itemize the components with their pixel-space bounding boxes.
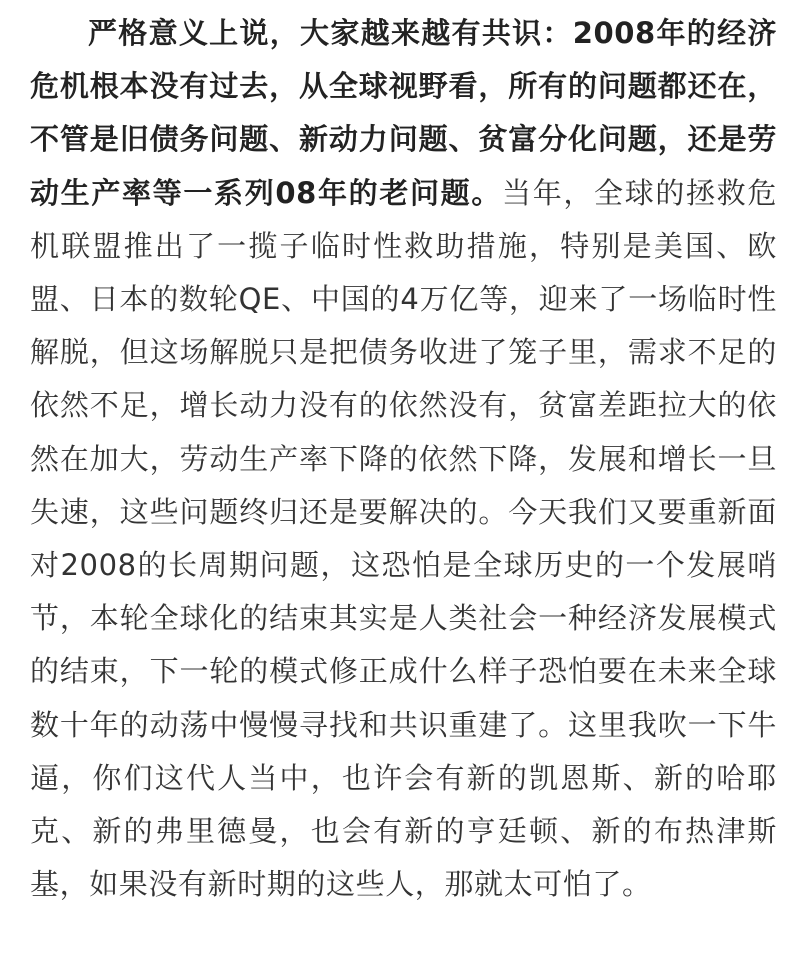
- paragraph-body: 当年，全球的拯救危机联盟推出了一揽子临时性救助措施，特别是美国、欧盟、日本的数轮QE、中国的4万亿等，迎来了一场临时性解脱，但这场解脱只是把债务收进了笼子里，需求不足的依然不足，增长动力没有的依然没有，贫富差距拉大的依然在加大，劳动生产率下降的依然下降，发展和增长一旦失速，这些问题终归还是要解决的。今天我们又要重新面对2008的长周期问题，这恐怕是全球历史的一个发展哨节，本轮全球化的结束其实是人类社会一种经济发展模式的结束，下一轮的模式修正成什么样子恐怕要在未来全球数十年的动荡中慢慢寻找和共识重建了。这里我吹一下牛逼，你们这代人当中，也许会有新的凯恩斯、新的哈耶克、新的弗里德曼，也会有新的亨廷顿、新的布热津斯基，如果没有新时期的这些人，那就太可怕了。: [30, 175, 777, 902]
- article-paragraph: [30, 7, 777, 911]
- paragraph-bold-lead: 严格意义上说，大家越来越有共识：2008年的经济危机根本没有过去，从全球视野看，所有的问题都还在，不管是旧债务问题、新动力问题、贫富分化问题，还是劳动生产率等一系列08年的老问题。: [30, 16, 777, 210]
